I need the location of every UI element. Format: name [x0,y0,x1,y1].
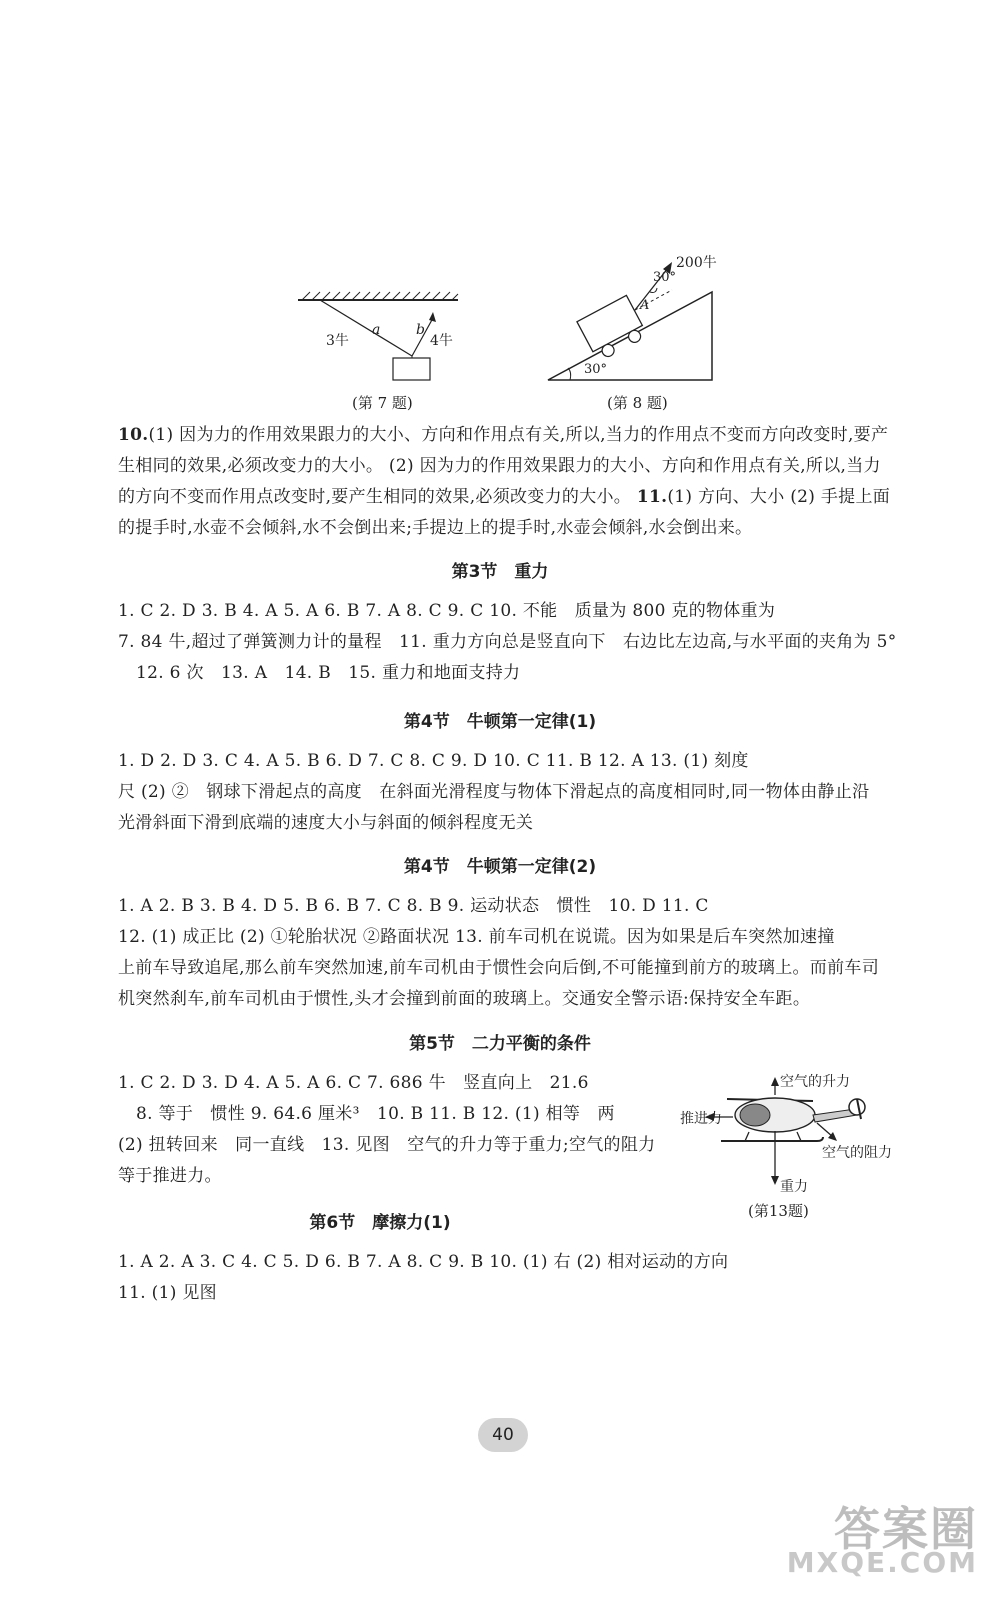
q11-text: (1) 方向、大小 (2) 手提上面的提手时,水壶不会倾斜,水不会倒出来;手提边上的提手时,水壶会倾斜,水会倒出来。 [118,487,891,538]
watermark-site: MXQE.COM [786,1546,978,1579]
figure-8-caption: (第 8 题) [607,394,668,412]
watermark-brand: 答案圈 [834,1502,978,1556]
section-4b-line-3: 上前车导致追尾,那么前车突然加速,前车司机由于惯性会向后倒,不可能撞到前方的玻璃上。而前车司 [118,958,880,978]
section-4b-title: 第4节 牛顿第一定律(2) [403,857,597,877]
figure-7-caption: (第 7 题) [352,394,413,412]
page-number: 40 [478,1418,528,1452]
figure-7-right-label: 4牛 [430,333,453,349]
watermark [786,1502,978,1580]
section-4b-line-1: 1. A 2. B 3. B 4. D 5. B 6. B 7. C 8. B 9. 运动状态 惯性 10. D 11. C [118,896,709,916]
section-6-title: 第6节 摩擦力(1) [309,1213,451,1233]
section-5-line-1: 1. C 2. D 3. D 4. A 5. A 6. C 7. 686 牛 竖直向上 21.6 [118,1073,589,1093]
section-3-answers [118,596,898,689]
figure-7-left-label: 3牛 [326,333,349,349]
figure-8-angle-bottom: 30° [584,362,608,377]
section-5-title: 第5节 二力平衡的条件 [409,1034,591,1054]
figure-13-thrust-label: 推进力 [680,1111,722,1127]
figure-7-label-b: b [416,322,425,338]
figure-13-caption: (第13题) [748,1202,809,1220]
section-6-answers [118,1247,898,1309]
section-3-line-2: 7. 84 牛,超过了弹簧测力计的量程 11. 重力方向总是竖直向下 右边比左边高,与水平面的夹角为 5° [118,632,897,652]
section-3-title: 第3节 重力 [451,562,549,582]
section-6-line-1: 1. A 2. A 3. C 4. C 5. D 6. B 7. A 8. C 9. B 10. (1) 右 (2) 相对运动的方向 [118,1252,729,1272]
section-6-line-2: 11. (1) 见图 [118,1283,217,1303]
section-5-line-3: (2) 扭转回来 同一直线 13. 见图 空气的升力等于重力;空气的阻力 [118,1135,656,1155]
figure-8-force-label: 200牛 [676,255,717,271]
section-4a-title: 第4节 牛顿第一定律(1) [403,712,597,732]
q10-text: (1) 因为力的作用效果跟力的大小、方向和作用点有关,所以,当力的作用点不变而方向改变时,要产生相同的效果,必须改变力的大小。 (2) 因为力的作用效果跟力的大小、方向和作用点有关,所以,当力的方向不变而作用点改变时,要产生相同的效果,必须改变力的大小。 [118,425,889,507]
section-5-answers [118,1068,678,1192]
section-4a-line-1: 1. D 2. D 3. C 4. A 5. B 6. D 7. C 8. C 9. D 10. C 11. B 12. A 13. (1) 刻度 [118,751,749,771]
section-4a-line-2: 尺 (2) ② 钢球下滑起点的高度 在斜面光滑程度与物体下滑起点的高度相同时,同一物体由静止沿 [118,782,870,802]
figure-8-point-a: A [640,298,650,313]
q11-number: 11. [636,487,668,507]
figure-7-label-a: a [372,322,381,338]
section-4b-line-2: 12. (1) 成正比 (2) ①轮胎状况 ②路面状况 13. 前车司机在说谎。因为如果是后车突然加速撞 [118,927,835,947]
section-3-line-1: 1. C 2. D 3. B 4. A 5. A 6. B 7. A 8. C 9. C 10. 不能 质量为 800 克的物体重为 [118,601,776,621]
figure-13-gravity-label: 重力 [780,1179,808,1195]
answers-q10-q11 [118,420,898,544]
section-4b-line-4: 机突然刹车,前车司机由于惯性,头才会撞到前面的玻璃上。交通安全警示语:保持安全车距。 [118,989,811,1009]
section-5-line-4: 等于推进力。 [118,1166,222,1186]
section-4a-answers [118,746,898,839]
q10-number: 10. [118,425,149,445]
section-3-line-3: 12. 6 次 13. A 14. B 15. 重力和地面支持力 [136,663,521,683]
figure-13-lift-label: 空气的升力 [780,1074,850,1090]
figure-8-angle-top: 30° [653,270,677,285]
section-4b-answers [118,891,898,1015]
section-4a-line-3: 光滑斜面下滑到底端的速度大小与斜面的倾斜程度无关 [118,813,534,833]
section-5-line-2: 8. 等于 惯性 9. 64.6 厘米³ 10. B 11. B 12. (1) 相等 两 [136,1104,615,1124]
figure-13-drag-label: 空气的阻力 [822,1145,892,1161]
